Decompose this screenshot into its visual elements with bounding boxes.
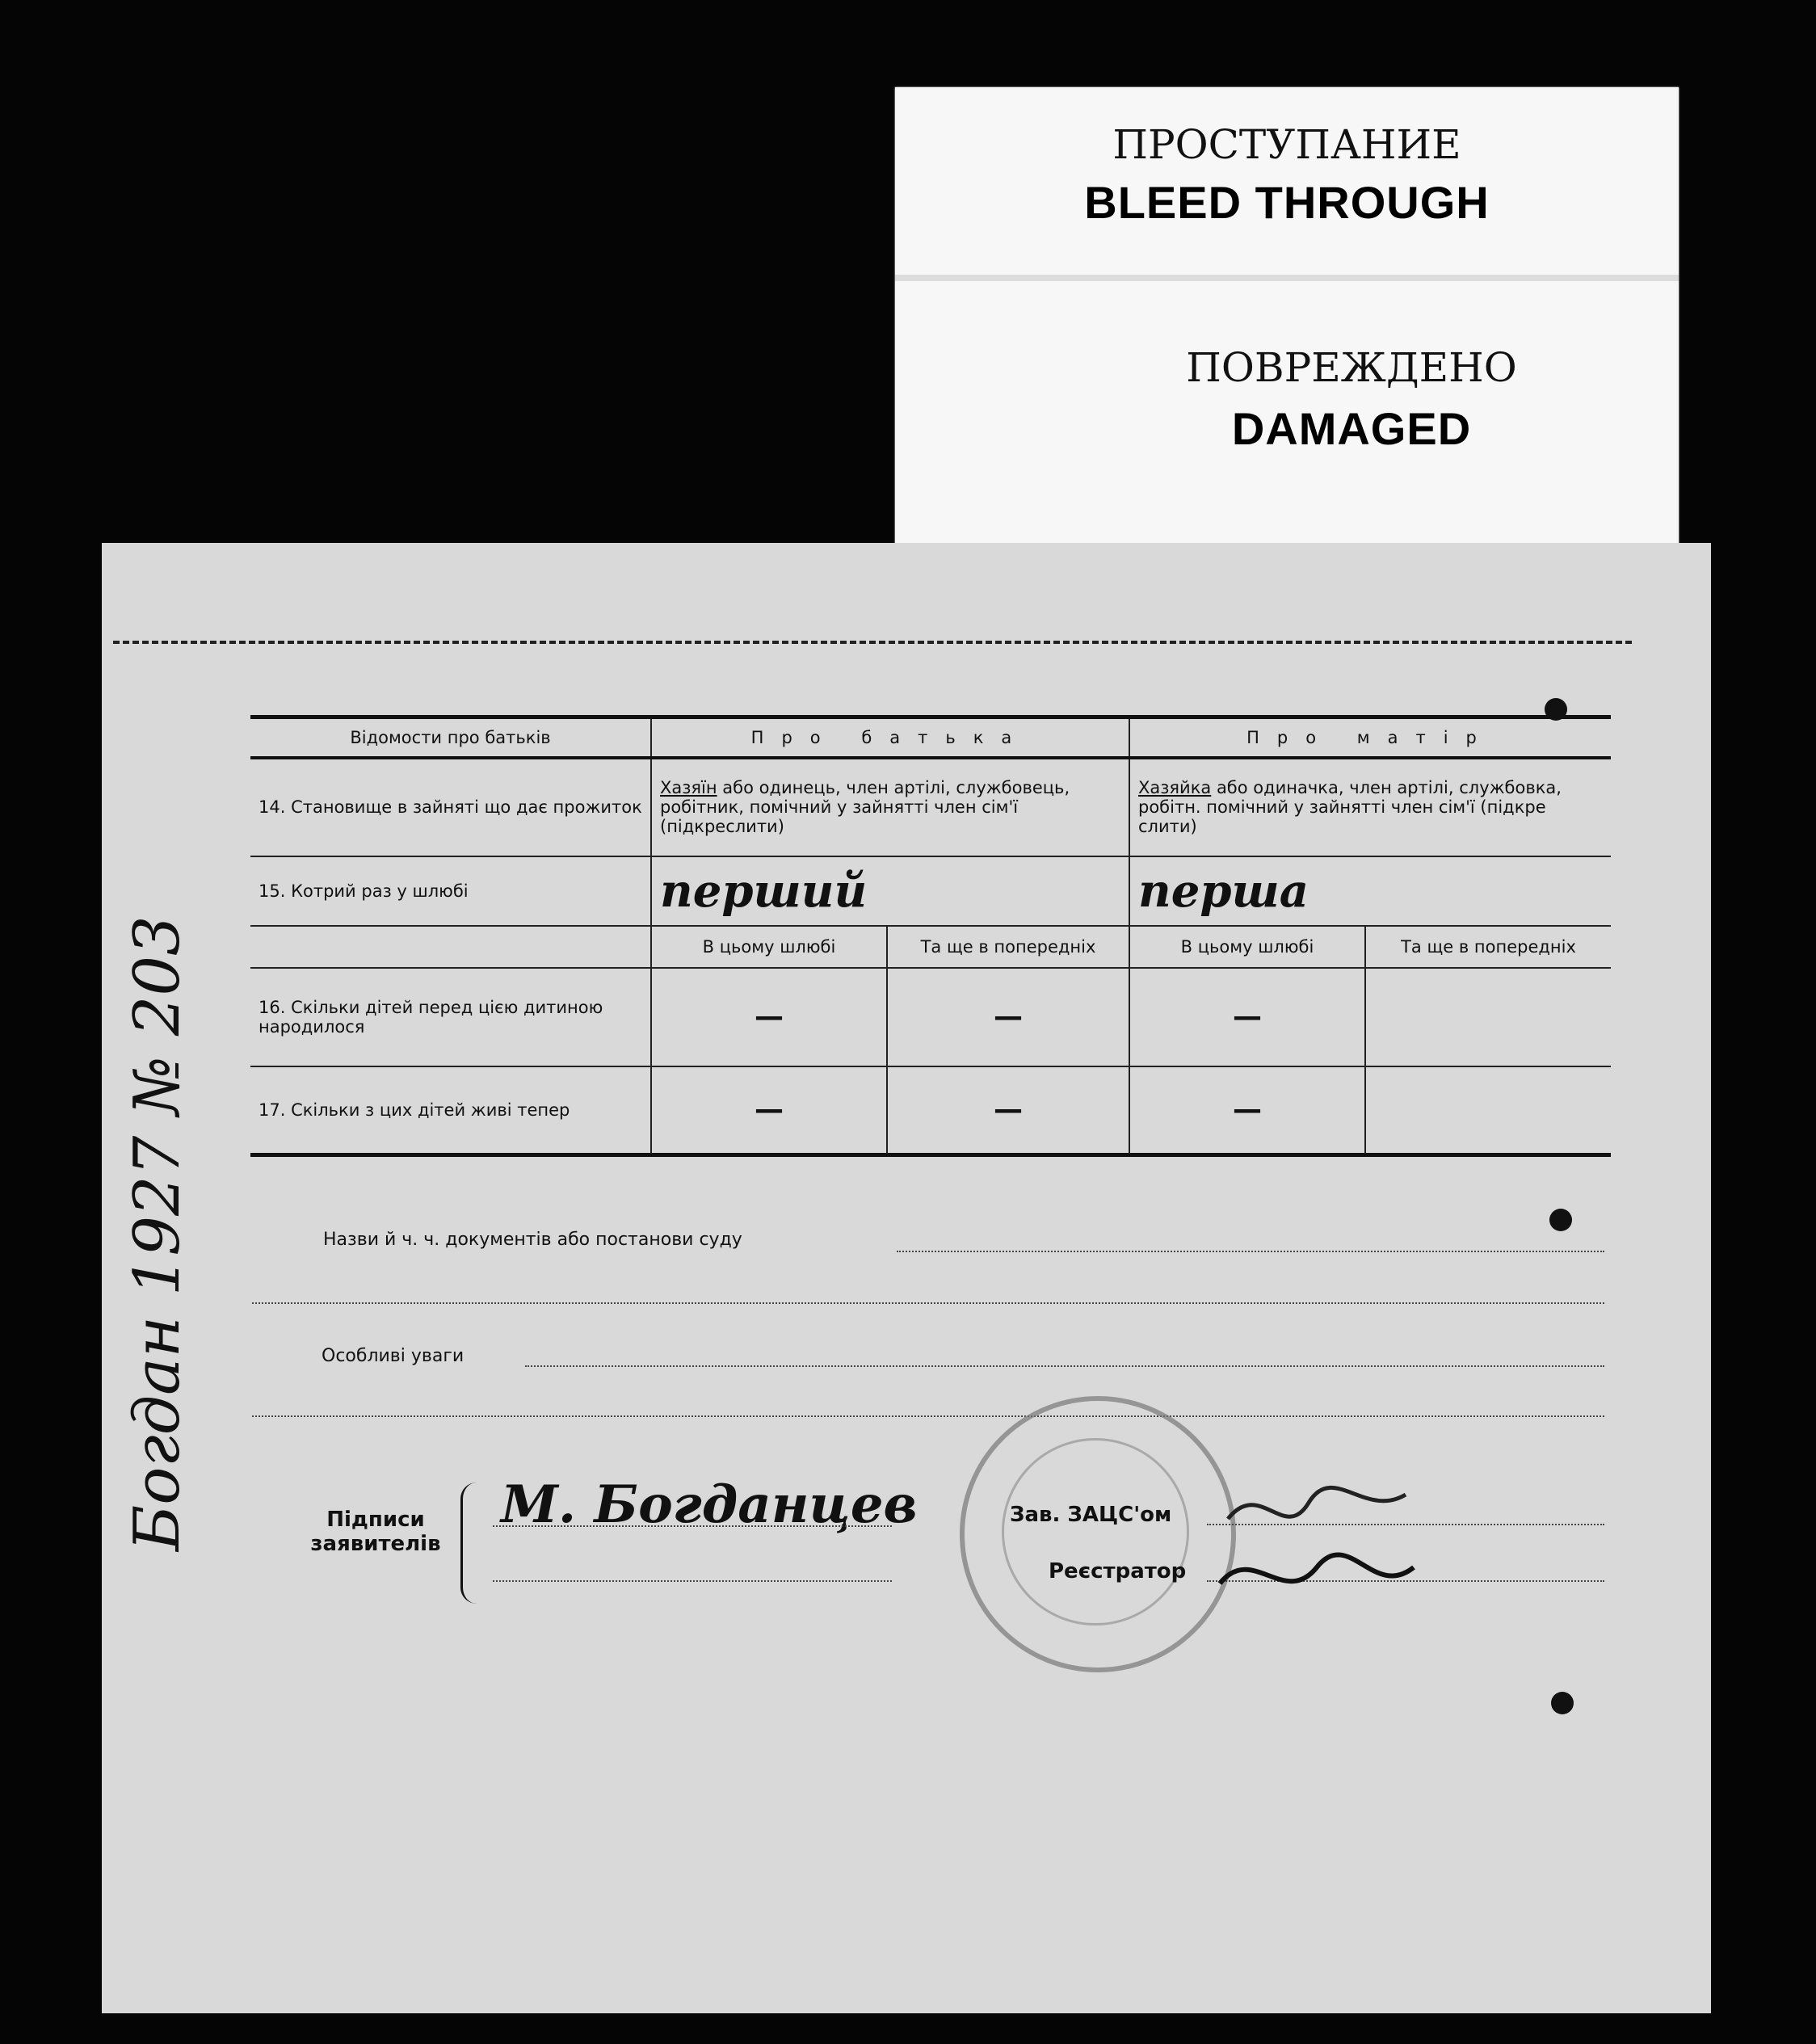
official-seal-inner [1002, 1438, 1189, 1626]
row14-mother-underlined: Хазяйка [1138, 778, 1212, 797]
applicant-signature: М. Богданцев [501, 1474, 918, 1535]
signature-line-1 [493, 1525, 892, 1527]
row14-father-underlined: Хазяїн [660, 778, 717, 797]
punch-hole [1549, 1209, 1572, 1231]
signature-line-2 [493, 1580, 892, 1582]
parents-info-table [250, 715, 1611, 1157]
row17-label: 17. Скільки з цих дітей живі тепер [259, 1100, 570, 1120]
row17-father-prev: — [887, 1066, 1129, 1155]
bleed-through-en: BLEED THROUGH [1084, 177, 1490, 228]
documents-line [897, 1251, 1604, 1252]
perforation-line [113, 641, 1632, 644]
head-label: Зав. ЗАЦС'ом [1010, 1503, 1172, 1527]
head-signature-stroke [1228, 1487, 1406, 1519]
header-info: Відомости про батьків [350, 727, 551, 747]
row15-father: перший [651, 856, 1129, 926]
row16-mother-prev [1365, 968, 1611, 1066]
registrar-label: Реєстратор [1049, 1559, 1187, 1583]
official-signatures [1212, 1470, 1422, 1624]
row15-mother: перша [1129, 856, 1611, 926]
punch-hole [1551, 1692, 1574, 1714]
row14-mother [1129, 758, 1611, 856]
signature-brace [460, 1483, 479, 1604]
sub-father-prev: Та ще в попередніх [887, 926, 1129, 968]
header-father: Про батька [651, 717, 1129, 758]
row16-father-this: — [651, 968, 887, 1066]
row14-mother-text: або одиначка, член артілі, службовка, робітн. помічний у зайнятті член сім'ї (підкре слити) [1138, 778, 1562, 836]
documents-line-2 [252, 1302, 1604, 1304]
row16-father-prev: — [887, 968, 1129, 1066]
row16-mother-this: — [1129, 968, 1365, 1066]
row14-label: 14. Становище в зайняті що дає прожиток [259, 797, 642, 817]
damaged-en: DAMAGED [1231, 403, 1472, 454]
row-sub-empty [250, 926, 651, 968]
sub-father-this: В цьому шлюбі [651, 926, 887, 968]
row17-father-this: — [651, 1066, 887, 1155]
notice-card [895, 87, 1679, 546]
row16-label: 16. Скільки дітей перед цією дитиною народилося [259, 997, 603, 1037]
documents-label: Назви й ч. ч. документів або постанови суду [323, 1230, 742, 1250]
margin-handwriting: Богдан 1927 № 203 [121, 915, 194, 1551]
sub-mother-this: В цьому шлюбі [1129, 926, 1365, 968]
sub-mother-prev: Та ще в попередніх [1365, 926, 1611, 968]
bleed-through-ru: ПРОСТУПАНИЕ [1112, 121, 1461, 168]
row15-label: 15. Котрий раз у шлюбі [259, 881, 469, 901]
row17-mother-this: — [1129, 1066, 1365, 1155]
card-separator [895, 275, 1679, 281]
damaged-ru: ПОВРЕЖДЕНО [1186, 344, 1517, 391]
row17-mother-prev [1365, 1066, 1611, 1155]
registrar-signature-stroke [1220, 1554, 1414, 1583]
notes-line-2 [252, 1415, 1604, 1417]
header-mother: Про матір [1129, 717, 1611, 758]
row14-father-text: або одинець, член артілі, службовець, робітник, помічний у зайнятті член сім'ї (підкреслити) [660, 778, 1070, 836]
row14-father [651, 758, 1129, 856]
applicants-signatures-label: Підписи заявителів [310, 1508, 441, 1556]
notes-line [525, 1365, 1604, 1367]
notes-label: Особливі уваги [322, 1346, 465, 1366]
